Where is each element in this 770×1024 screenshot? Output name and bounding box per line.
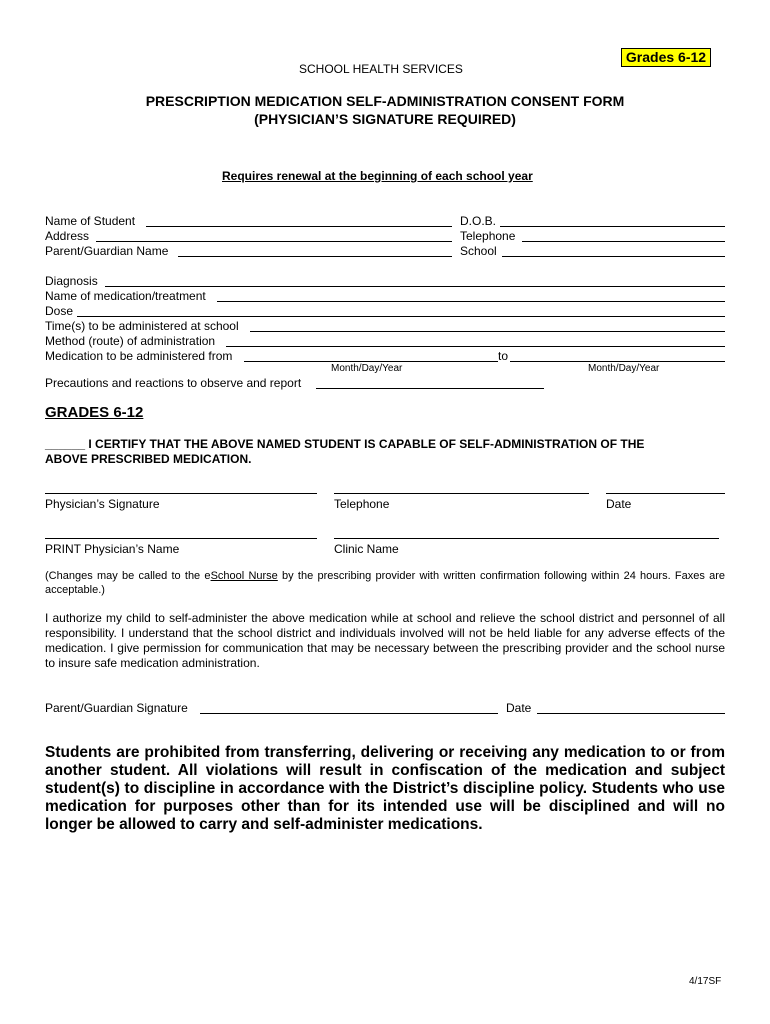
telephone-field[interactable] <box>522 241 725 242</box>
start-date-hint: Month/Day/Year <box>331 363 403 374</box>
parent-date-label: Date <box>506 701 532 715</box>
address-field[interactable] <box>96 241 452 242</box>
parent-signature-label: Parent/Guardian Signature <box>45 701 188 715</box>
form-title: PRESCRIPTION MEDICATION SELF-ADMINISTRATION CONSENT FORM <box>145 93 625 109</box>
clinic-name-label: Clinic Name <box>334 542 399 556</box>
dose-field[interactable] <box>77 316 725 317</box>
physician-telephone-label: Telephone <box>334 497 390 511</box>
grades-badge: Grades 6-12 <box>621 48 711 67</box>
end-date-field[interactable] <box>510 361 725 362</box>
dob-label: D.O.B. <box>460 214 497 228</box>
medication-name-label: Name of medication/treatment <box>45 289 206 303</box>
renewal-notice: Requires renewal at the beginning of each school year <box>222 169 533 183</box>
times-label: Time(s) to be administered at school <box>45 319 239 333</box>
certify-text-line1: I CERTIFY THAT THE ABOVE NAMED STUDENT IS CAPABLE OF SELF-ADMINISTRATION OF THE <box>88 437 645 451</box>
to-label: to <box>498 349 509 363</box>
method-label: Method (route) of administration <box>45 334 216 348</box>
school-field[interactable] <box>502 256 725 257</box>
form-subtitle: (PHYSICIAN’S SIGNATURE REQUIRED) <box>254 111 516 127</box>
address-label: Address <box>45 229 90 243</box>
form-code: 4/17SF <box>689 976 722 987</box>
method-field[interactable] <box>226 346 725 347</box>
physician-signature-label: Physician’s Signature <box>45 497 160 511</box>
precautions-label: Precautions and reactions to observe and report <box>45 376 302 390</box>
parent-name-field[interactable] <box>178 256 452 257</box>
telephone-label: Telephone <box>460 229 516 243</box>
department-name: SCHOOL HEALTH SERVICES <box>299 62 463 76</box>
physician-telephone-field[interactable] <box>334 493 589 494</box>
date-range-label: Medication to be administered from <box>45 349 233 363</box>
times-field[interactable] <box>250 331 725 332</box>
physician-signature-field[interactable] <box>45 493 317 494</box>
clinic-name-field[interactable] <box>334 538 719 539</box>
physician-date-label: Date <box>606 497 632 511</box>
certify-statement <box>45 437 644 451</box>
start-date-field[interactable] <box>244 361 498 362</box>
parent-name-label: Parent/Guardian Name <box>45 244 169 258</box>
physician-print-name-field[interactable] <box>45 538 317 539</box>
parent-date-field[interactable] <box>537 713 725 714</box>
diagnosis-label: Diagnosis <box>45 274 98 288</box>
precautions-field[interactable] <box>316 388 544 389</box>
changes-note: (Changes may be called to the eSchool Nurse by the prescribing provider with written confirmation following within 24 hours. Faxes are acceptable.) <box>45 570 725 596</box>
student-name-label: Name of Student <box>45 214 136 228</box>
discipline-warning: Students are prohibited from transferring, delivering or receiving any medication to or from another student. All violations will result in confiscation of the medication and subject student(s) to discipline in accordance with the District’s discipline policy. Students who use medication for purposes other than for its intended use will be disciplined and will no longer be allowed to carry and self-administer medications. <box>45 744 725 833</box>
end-date-hint: Month/Day/Year <box>588 363 660 374</box>
diagnosis-field[interactable] <box>105 286 725 287</box>
eschool-nurse-link[interactable]: School Nurse <box>210 570 278 582</box>
parent-signature-field[interactable] <box>200 713 498 714</box>
grades-heading: GRADES 6-12 <box>45 404 144 421</box>
dose-label: Dose <box>45 304 74 318</box>
student-name-field[interactable] <box>146 226 452 227</box>
medication-name-field[interactable] <box>217 301 725 302</box>
dob-field[interactable] <box>500 226 725 227</box>
authorization-paragraph: I authorize my child to self-administer the above medication while at school and relieve the school district and personnel of all responsibility. I understand that the school district and individuals involved will not be held liable for any adverse effects of the medication. I give permission for communication that may be necessary between the prescribing provider and the school nurse to insure safe medication administration. <box>45 611 725 670</box>
physician-print-name-label: PRINT Physician’s Name <box>45 542 180 556</box>
physician-date-field[interactable] <box>606 493 725 494</box>
certify-text-line2: ABOVE PRESCRIBED MEDICATION. <box>45 452 252 466</box>
certify-checkbox-blank[interactable]: ______ <box>45 437 86 451</box>
school-label: School <box>460 244 497 258</box>
